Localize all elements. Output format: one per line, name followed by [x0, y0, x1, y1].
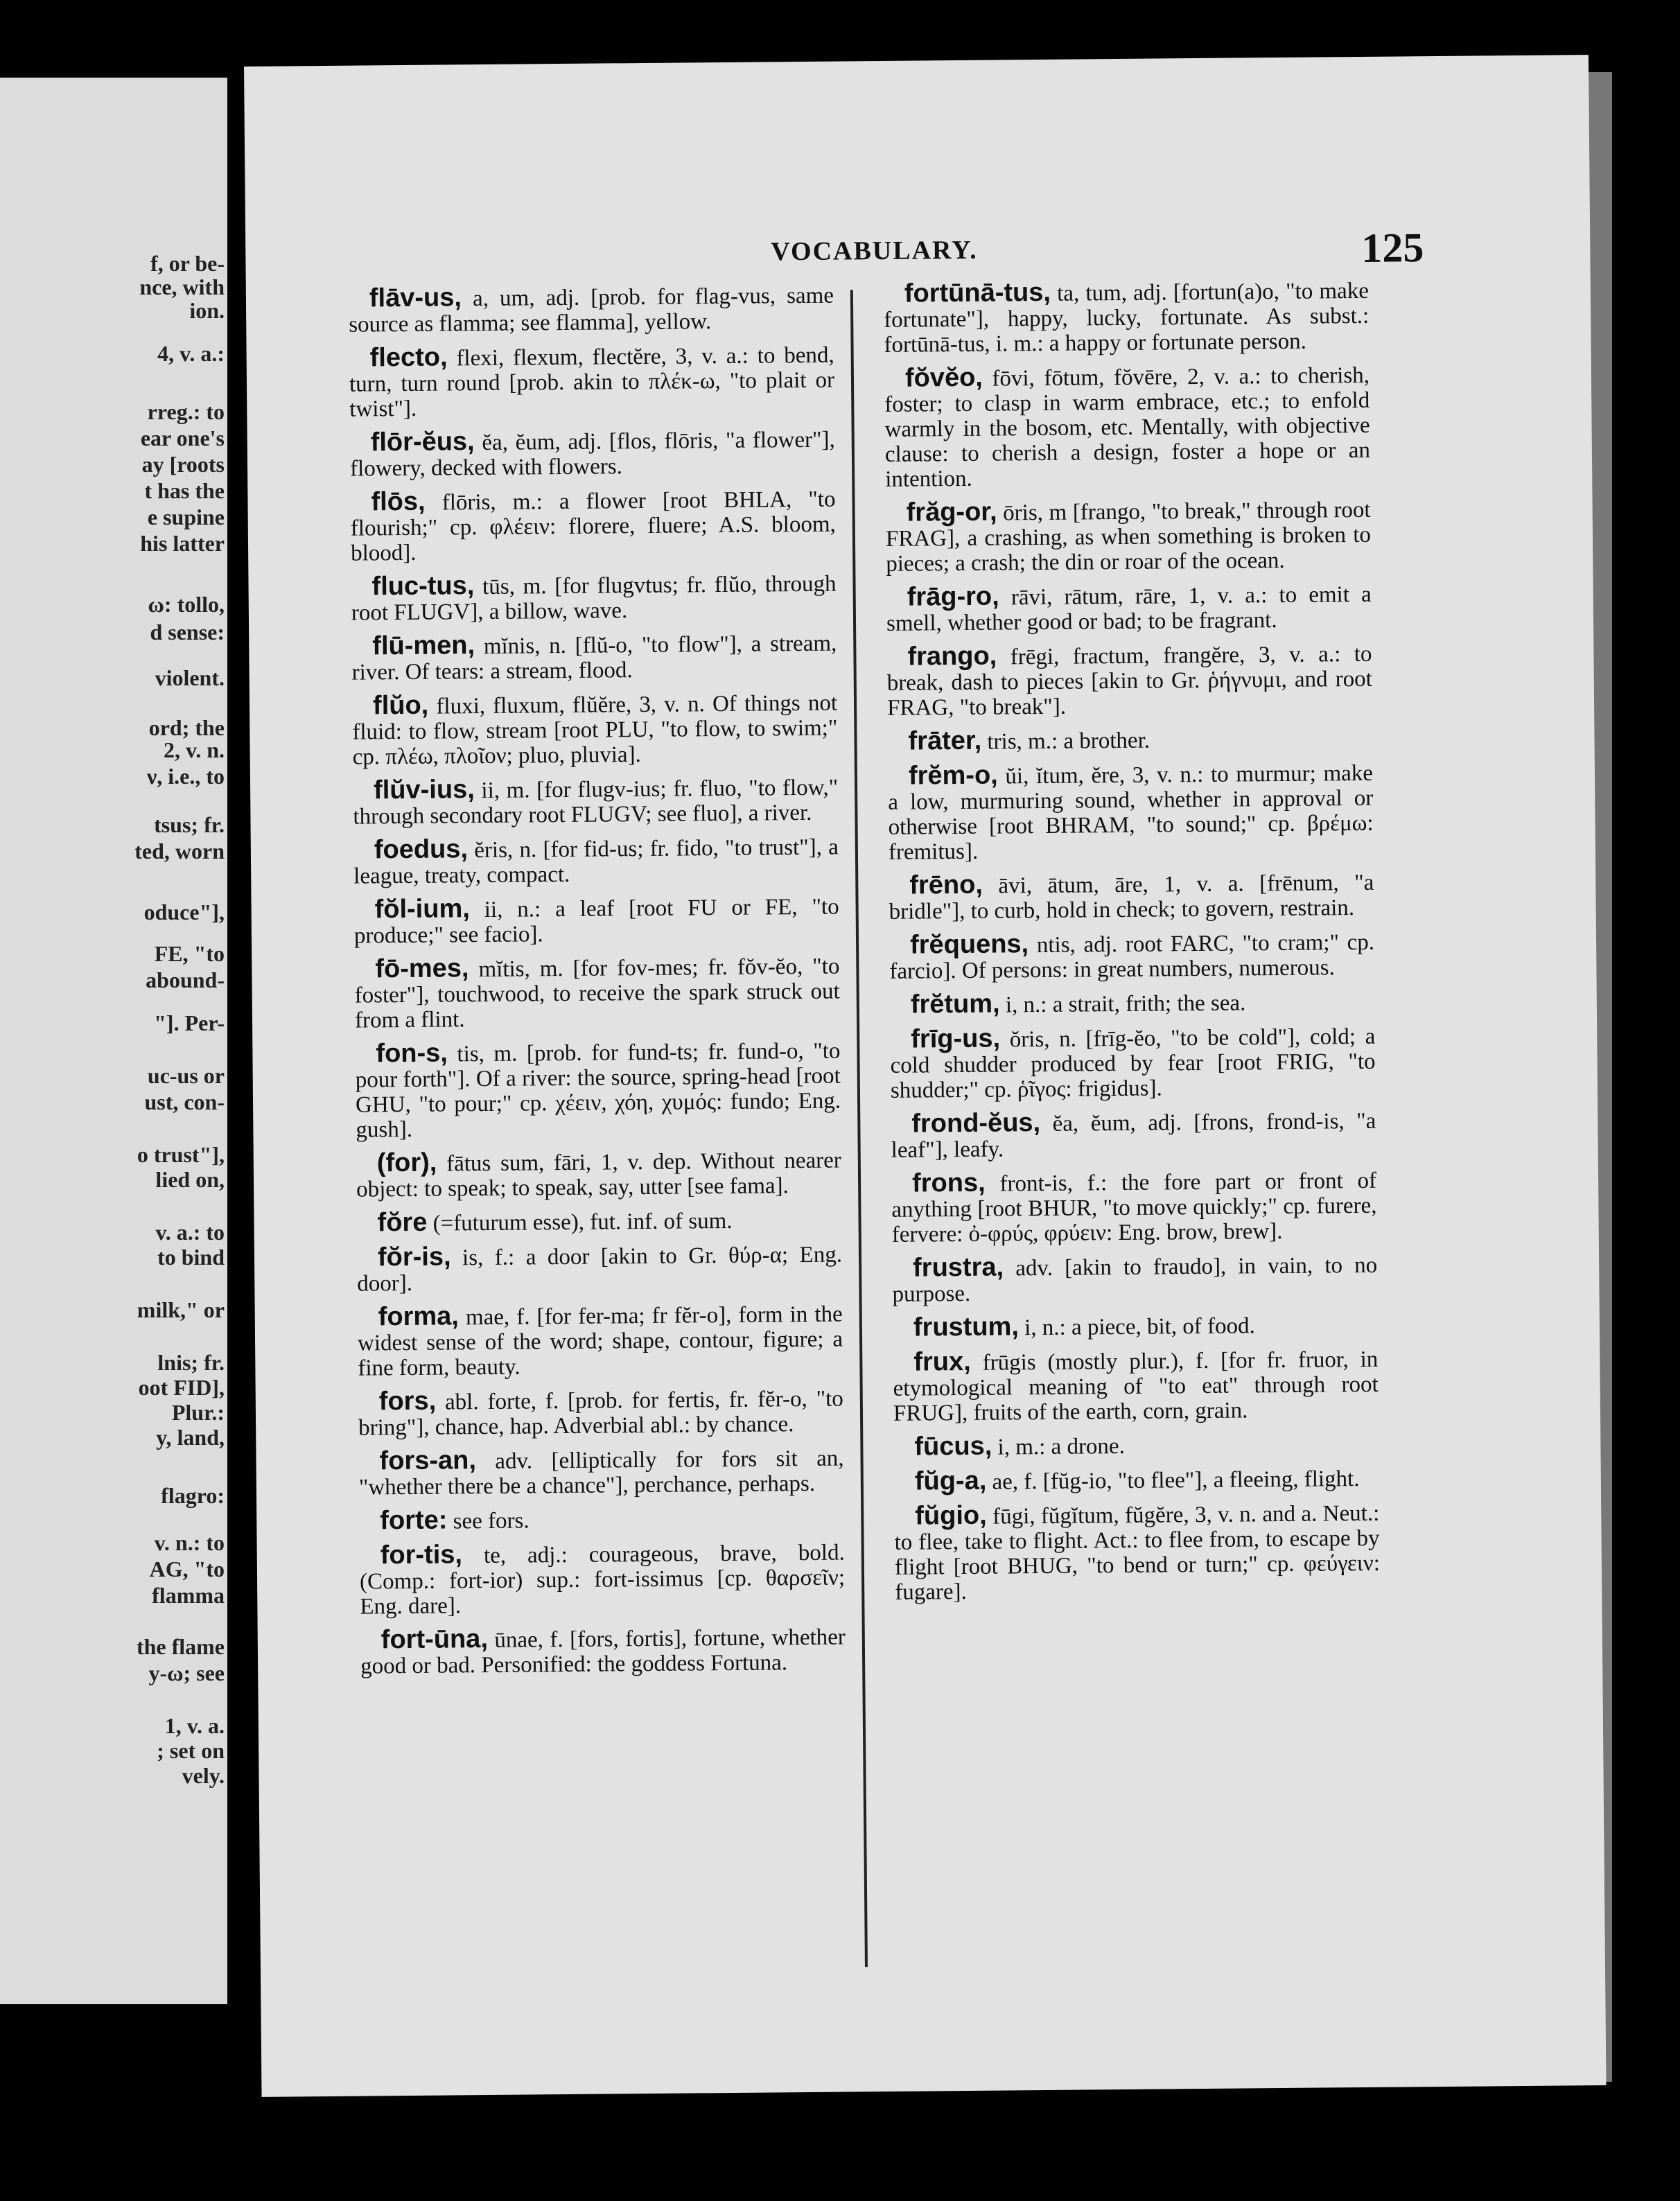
- headword: frux,: [913, 1347, 971, 1377]
- definition: ŭi, ĭtum, ĕre, 3, v. n.: to murmur; make a low, murmuring sound, whether in approval or otherwise [root BHRAM, "to sound;" cp. βρέμω: fremitus].: [888, 760, 1374, 865]
- dictionary-entry: [349, 282, 834, 337]
- headword: fortūnā-tus,: [904, 277, 1051, 308]
- headword: fūcus,: [914, 1431, 992, 1462]
- dictionary-entry: [884, 362, 1371, 492]
- definition: fōvi, fōtum, fŏvēre, 2, v. a.: to cherish, foster; to clasp in warm embrace, etc.; to enfold warmly in the bosom, etc. Mentally, with objective clause: to cherish a design, foster a hope or an intention.: [884, 362, 1371, 492]
- dictionary-entry: [353, 774, 839, 830]
- headword: frĕtum,: [910, 989, 1000, 1019]
- headword: frustum,: [913, 1312, 1020, 1342]
- definition: fluxi, fluxum, flŭĕre, 3, v. n. Of things not fluid: to flow, stream [root PLU, "to flow, to swim;" cp. πλέω, πλοῖον; pluo, pluvia].: [352, 690, 838, 770]
- dictionary-entry: [349, 342, 835, 422]
- margin-text-fragment: Plur.:: [171, 1400, 225, 1425]
- margin-text-fragment: the flame: [136, 1634, 225, 1659]
- margin-text-fragment: y, land,: [156, 1425, 225, 1450]
- definition: ūnae, f. [fors, fortis], fortune, whether good or bad. Personified: the goddess Fortuna.: [360, 1624, 846, 1679]
- dictionary-entry: [889, 869, 1374, 924]
- dictionary-entry: [358, 1385, 844, 1441]
- margin-text-fragment: rreg.: to: [147, 399, 225, 424]
- definition: rāvi, rātum, rāre, 1, v. a.: to emit a smell, whether good or bad; to be fragrant.: [886, 581, 1372, 636]
- dictionary-entry: [350, 486, 836, 566]
- headword: fŭgio,: [915, 1500, 987, 1531]
- dictionary-entry: [356, 1207, 841, 1237]
- headword: fluc-tus,: [371, 571, 475, 602]
- margin-text-fragment: AG, "to: [149, 1557, 225, 1581]
- definition: ntis, adj. root FARC, "to cram;" cp. farcio]. Of persons: in great numbers, numerous.: [889, 929, 1375, 984]
- dictionary-entry: [360, 1624, 846, 1679]
- margin-text-fragment: ion.: [189, 298, 225, 323]
- definition: tūs, m. [for flugvtus; fr. flŭo, through root FLUGV], a billow, wave.: [351, 571, 837, 626]
- dictionary-entry: [350, 426, 836, 482]
- definition: ĕa, ĕum, adj. [frons, frond-is, "a leaf"], leafy.: [891, 1108, 1376, 1163]
- headword: fŏre: [377, 1207, 428, 1238]
- dictionary-entry: [891, 1167, 1377, 1247]
- definition: see fors.: [453, 1508, 530, 1534]
- dictionary-entry: [893, 1346, 1379, 1426]
- margin-text-fragment: abound-: [146, 967, 225, 992]
- headword: frons,: [911, 1168, 986, 1198]
- margin-text-fragment: ear one's: [140, 426, 225, 450]
- previous-page-margin: [0, 78, 227, 2004]
- definition: fātus sum, fāri, 1, v. dep. Without nearer object: to speak; to speak, say, utter [see fama].: [356, 1148, 841, 1202]
- dictionary-entry: [355, 1037, 841, 1143]
- headword: flŭv-ius,: [373, 775, 475, 805]
- margin-text-fragment: uc-us or: [147, 1063, 225, 1088]
- margin-text-fragment: ay [roots: [141, 452, 225, 477]
- dictionary-entry: [889, 929, 1375, 984]
- margin-text-fragment: vely.: [182, 1763, 225, 1788]
- dictionary-entry: [360, 1539, 846, 1620]
- margin-text-fragment: ust, con-: [144, 1089, 225, 1114]
- definition: ŏris, n. [frīg-ĕo, "to be cold"], cold; a cold shudder produced by fear [root FRIG, "to shudder;" cp. ῥῖγος: frigidus].: [890, 1024, 1376, 1103]
- page-header: [245, 227, 1590, 280]
- headword: fŏvĕo,: [904, 362, 983, 393]
- dictionary-entry: [892, 1252, 1378, 1307]
- margin-text-fragment: lnis; fr.: [157, 1350, 225, 1375]
- definition: adv. [elliptically for fors sit an, "whether there be a chance"], perchance, perhaps.: [358, 1446, 844, 1500]
- left-column: [349, 282, 846, 1687]
- dictionary-entry: [358, 1301, 843, 1381]
- headword: frēno,: [909, 870, 983, 900]
- margin-text-fragment: nce, with: [139, 274, 225, 299]
- dictionary-entry: [351, 570, 837, 626]
- margin-text-fragment: 2, v. n.: [163, 737, 225, 762]
- headword: fort-ūna,: [380, 1624, 489, 1655]
- headword: fō-mes,: [375, 954, 469, 984]
- dictionary-entry: [890, 988, 1375, 1019]
- right-column: [884, 277, 1381, 1613]
- dictionary-entry: [885, 496, 1371, 577]
- definition: frēgi, fractum, frangĕre, 3, v. a.: to break, dash to pieces [akin to Gr. ῥήγνυμι, and root FRAG, "to break"].: [886, 641, 1372, 721]
- headword: flecto,: [369, 342, 448, 373]
- margin-text-fragment: flagro:: [161, 1483, 225, 1508]
- headword: fŭg-a,: [914, 1466, 987, 1496]
- margin-text-fragment: 1, v. a.: [164, 1713, 225, 1738]
- margin-text-fragment: milk," or: [137, 1297, 225, 1322]
- headword: (for),: [376, 1148, 437, 1178]
- definition: ĕa, ĕum, adj. [flos, flōris, "a flower"], flowery, decked with flowers.: [349, 427, 835, 482]
- margin-text-fragment: ord; the: [148, 715, 225, 740]
- margin-text-fragment: oot FID],: [138, 1375, 225, 1400]
- margin-text-fragment: o trust"],: [137, 1142, 225, 1167]
- dictionary-entry: [894, 1500, 1380, 1605]
- margin-text-fragment: d sense:: [150, 620, 225, 644]
- margin-text-fragment: t has the: [144, 478, 225, 503]
- margin-text-fragment: e supine: [147, 505, 225, 529]
- headword: flū-men,: [372, 631, 475, 661]
- definition: frūgis (mostly plur.), f. [for fr. fruor, in etymological meaning of "to eat" through root FRUG], fruits of the earth, corn, grain.: [893, 1347, 1379, 1426]
- definition: ae, f. [fŭg-io, "to flee"], a fleeing, flight.: [992, 1466, 1360, 1495]
- headword: frĕm-o,: [908, 760, 998, 791]
- margin-text-fragment: oduce"],: [143, 900, 225, 924]
- headword: frustra,: [912, 1252, 1004, 1283]
- margin-text-fragment: f, or be-: [150, 251, 225, 276]
- dictionary-entry: [890, 1023, 1376, 1103]
- margin-text-fragment: y-ω; see: [148, 1660, 225, 1685]
- dictionary-entry: [893, 1311, 1378, 1342]
- margin-text-fragment: v. a.: to: [155, 1220, 225, 1245]
- margin-text-fragment: v. n.: to: [154, 1530, 225, 1555]
- margin-text-fragment: ω: tollo,: [148, 592, 225, 617]
- column-divider: [850, 290, 868, 1967]
- headword: frĕquens,: [909, 929, 1029, 960]
- definition: mae, f. [for fer-ma; fr fĕr-o], form in the widest sense of the word; shape, contour, figure; a fine form, beauty.: [357, 1301, 843, 1381]
- definition: ōris, m [frango, "to break," through root FRAG], a crashing, as when something is broken to pieces; a crash; the din or roar of the ocean.: [885, 497, 1372, 577]
- margin-text-fragment: ν, i.e., to: [146, 764, 225, 789]
- dictionary-entry: [893, 1430, 1379, 1461]
- dictionary-entry: [884, 277, 1370, 358]
- dictionary-entry: [886, 581, 1372, 636]
- running-head: VOCABULARY.: [771, 235, 978, 267]
- definition: ta, tum, adj. [fortun(a)o, "to make fortunate"], happy, lucky, fortunate. As subst.: fortūnā-tus, i. m.: a happy or fortunate person.: [884, 278, 1370, 358]
- dictionary-entry: [359, 1505, 844, 1535]
- margin-text-fragment: tsus; fr.: [154, 812, 225, 837]
- definition: (=futurum esse), fut. inf. of sum.: [432, 1208, 733, 1236]
- dictionary-entry: [891, 1107, 1376, 1163]
- definition: tis, m. [prob. for fund-ts; fr. fund-o, "to pour forth"]. Of a river: the source, spring-head [root GHU, "to pour;" cp. χέειν, χόη, χυμός: fundo; Eng. gush].: [355, 1038, 841, 1143]
- headword: forte:: [380, 1505, 448, 1536]
- headword: foedus,: [374, 834, 469, 865]
- dictionary-entry: [356, 1147, 842, 1202]
- definition: ii, m. [for flugv-ius; fr. fluo, "to flow," through secondary root FLUGV; see fluo], a river.: [353, 775, 839, 830]
- headword: flŭo,: [372, 690, 429, 721]
- definition: āvi, ātum, āre, 1, v. a. [frēnum, "a bridle"], to curb, hold in check; to govern, restrain.: [889, 870, 1374, 924]
- dictionary-entry: [354, 953, 840, 1033]
- headword: fŏr-is,: [377, 1242, 451, 1272]
- definition: is, f.: a door [akin to Gr. θύρ-α; Eng. door].: [357, 1242, 843, 1297]
- definition: adv. [akin to fraudo], in vain, to no purpose.: [892, 1252, 1378, 1307]
- headword: frond-ĕus,: [911, 1108, 1041, 1139]
- headword: frăg-or,: [906, 497, 997, 527]
- dictionary-entry: [894, 1465, 1379, 1496]
- dictionary-entry: [357, 1241, 843, 1297]
- headword: frango,: [907, 641, 997, 672]
- definition: fūgi, fŭgĭtum, fŭgĕre, 3, v. n. and a. Neut.: to flee, take to flight. Act.: to flee from, to escape by flight [root BHUG, "to bend or turn;" cp. φεύγειν: fugare].: [894, 1500, 1381, 1605]
- definition: ii, n.: a leaf [root FU or FE, "to produce;" see facio].: [353, 894, 839, 949]
- definition: flōris, m.: a flower [root BHLA, "to flourish;" cp. φλέειν: florere, fluere; A.S. bloom, blood].: [350, 486, 836, 566]
- dictionary-entry: [888, 760, 1374, 865]
- headword: fon-s,: [376, 1038, 448, 1069]
- headword: flōs,: [371, 486, 426, 517]
- headword: frāter,: [908, 726, 982, 756]
- headword: fors,: [378, 1386, 437, 1417]
- dictionary-entry: [353, 893, 839, 949]
- dictionary-entry: [886, 640, 1372, 721]
- dictionary-entry: [352, 690, 838, 770]
- headword: frāg-ro,: [907, 581, 999, 612]
- headword: flōr-ĕus,: [370, 427, 475, 457]
- headword: frīg-us,: [911, 1024, 1001, 1054]
- dictionary-entry: [887, 725, 1372, 755]
- definition: i, n.: a piece, bit, of food.: [1024, 1313, 1255, 1341]
- definition: mĭnis, n. [flŭ-o, "to flow"], a stream, river. Of tears: a stream, flood.: [351, 631, 837, 685]
- margin-text-fragment: violent.: [155, 665, 225, 690]
- headword: flāv-us,: [369, 283, 462, 313]
- definition: tris, m.: a brother.: [987, 728, 1150, 755]
- margin-text-fragment: ted, worn: [134, 839, 225, 863]
- definition: abl. forte, f. [prob. for fertis, fr. fĕr-o, "to bring"], chance, hap. Adverbial abl.: by chance.: [358, 1386, 843, 1441]
- dictionary-entry: [353, 834, 839, 889]
- definition: flexi, flexum, flectĕre, 3, v. a.: to bend, turn, turn round [prob. akin to πλέκ-ω, "to plait or twist"].: [349, 342, 835, 422]
- headword: forma,: [378, 1301, 460, 1332]
- definition: te, adj.: courageous, brave, bold. (Comp.: fort-ior) sup.: fort-issimus [cp. θαρσεῖν; Eng. dare].: [359, 1540, 846, 1620]
- margin-text-fragment: "]. Per-: [154, 1010, 225, 1035]
- definition: i, n.: a strait, frith; the sea.: [1005, 990, 1246, 1018]
- margin-text-fragment: ; set on: [157, 1738, 225, 1763]
- headword: fors-an,: [379, 1446, 477, 1476]
- margin-text-fragment: his latter: [140, 531, 225, 556]
- definition: mĭtis, m. [for fov-mes; fr. fŏv-ĕo, "to foster"], touchwood, to receive the spark struck out from a flint.: [354, 954, 840, 1033]
- dictionary-entry: [351, 630, 837, 685]
- page-number: 125: [1361, 225, 1424, 271]
- margin-text-fragment: flamma: [152, 1583, 225, 1608]
- headword: for-tis,: [380, 1540, 463, 1570]
- dictionary-entry: [358, 1445, 844, 1500]
- definition: i, m.: a drone.: [997, 1433, 1126, 1460]
- definition: front-is, f.: the fore part or front of anything [root BHUR, "to move quickly;" cp. furere, fervere: ὀ-φρύς, φρύειν: Eng. brow, brew].: [891, 1168, 1377, 1247]
- headword: fŏl-ium,: [374, 894, 471, 924]
- margin-text-fragment: FE, "to: [154, 941, 225, 966]
- definition: a, um, adj. [prob. for flag-vus, same source as flamma; see flamma], yellow.: [349, 283, 834, 337]
- margin-text-fragment: to bind: [157, 1245, 225, 1270]
- dictionary-page: [244, 55, 1606, 2097]
- definition: ĕris, n. [for fid-us; fr. fido, "to trust"], a league, treaty, compact.: [353, 834, 839, 889]
- margin-text-fragment: lied on,: [155, 1167, 225, 1192]
- margin-text-fragment: 4, v. a.:: [157, 341, 225, 366]
